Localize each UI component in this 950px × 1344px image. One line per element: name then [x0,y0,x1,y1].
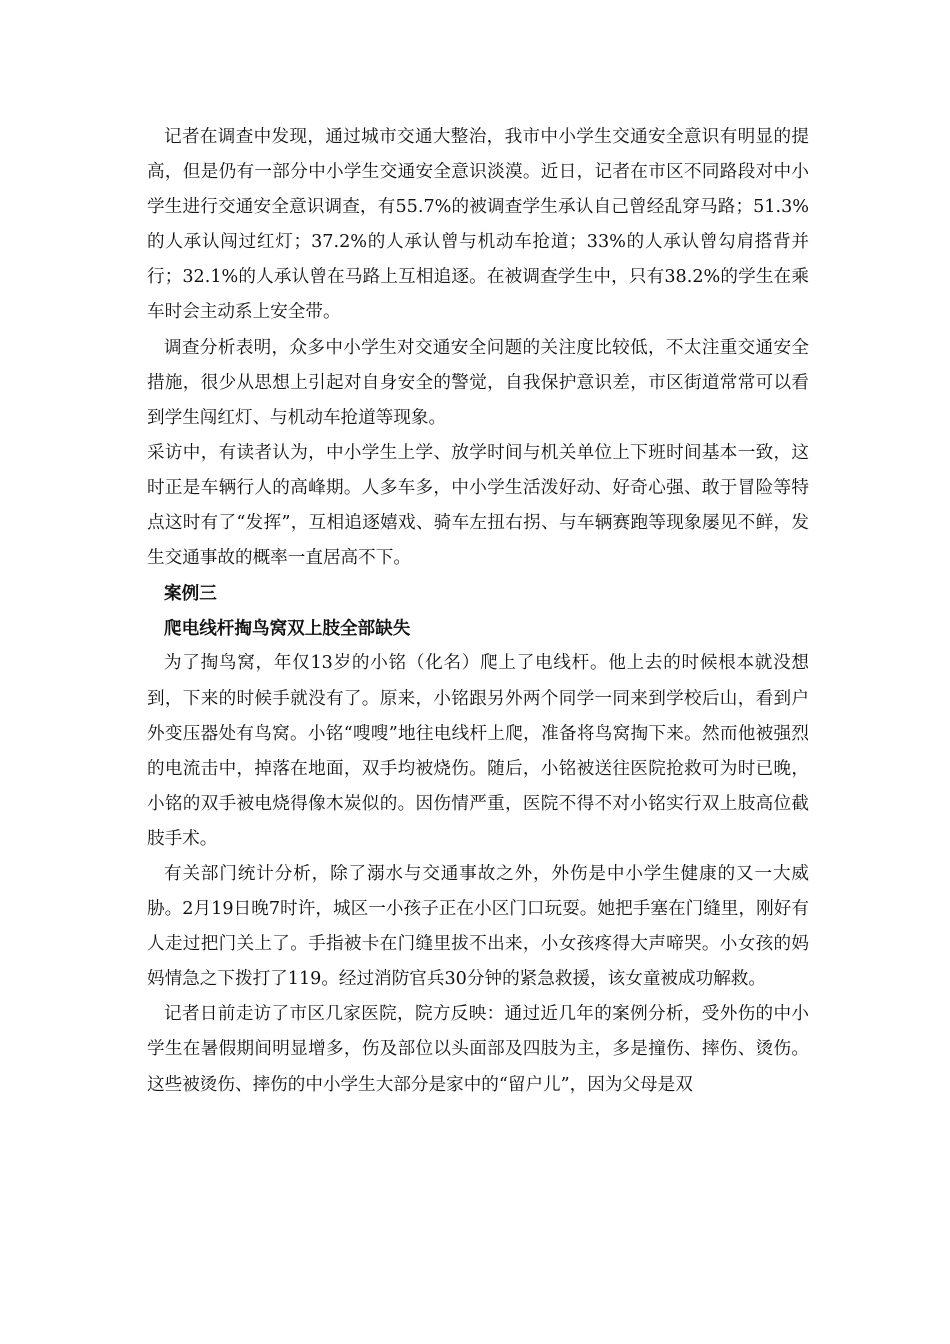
paragraph-survey-findings: 记者在调查中发现，通过城市交通大整治，我市中小学生交通安全意识有明显的提高，但是仍有一部分中小学生交通安全意识淡漠。近日，记者在市区不同路段对中小学生进行交通安全意识调查，有55.7%的被调查学生承认自己曾经乱穿马路；51.3%的人承认闯过红灯；37.2%的人承认曾与机动车抢道；33%的人承认曾勾肩搭背并行；32.1%的人承认曾在马路上互相追逐。在被调查学生中，只有38.2%的学生在乘车时会主动系上安全带。 [147,127,809,323]
paragraph-hospital-report: 记者日前走访了市区几家医院，院方反映：通过近几年的案例分析，受外伤的中小学生在暑假期间明显增多，伤及部位以头面部及四肢为主，多是撞伤、摔伤、烫伤。这些被烫伤、摔伤的中小学生大部分是家中的“留户儿”，因为父母是双 [147,1004,809,1095]
paragraph-reader-opinion: 采访中，有读者认为，中小学生上学、放学时间与机关单位上下班时间基本一致，这时正是车辆行人的高峰期。人多车多，中小学生活泼好动、好奇心强、敢于冒险等特点这时有了“发挥”，互相追逐嬉戏、骑车左扭右拐、与车辆赛跑等现象屡见不鲜，发生交通事故的概率一直居高不下。 [147,442,809,569]
case-three-heading: 案例三 [164,583,217,605]
paragraph-case-three-story: 为了掏鸟窝，年仅13岁的小铭（化名）爬上了电线杆。他上去的时候根本就没想到，下来的时候手就没有了。原来，小铭跟另外两个同学一同来到学校后山，看到户外变压器处有鸟窝。小铭“嗖嗖”地往电线杆上爬，准备将鸟窝掏下来。然而他被强烈的电流击中，掉落在地面，双手均被烧伤。随后，小铭被送往医院抢救可为时已晚，小铭的双手被电烧得像木炭似的。因伤情严重，医院不得不对小铭实行双上肢高位截肢手术。 [147,653,809,849]
paragraph-injury-statistics: 有关部门统计分析，除了溺水与交通事故之外，外伤是中小学生健康的又一大威胁。2月19日晚7时许，城区一小孩子正在小区门口玩耍。她把手塞在门缝里，刚好有人走过把门关上了。手指被卡在门缝里拔不出来，小女孩疼得大声啼哭。小女孩的妈妈情急之下拨打了119。经过消防官兵30分钟的紧急救援，该女童被成功解救。 [147,863,809,990]
document-body [147,120,809,1103]
case-three-title: 爬电线杆掏鸟窝双上肢全部缺失 [164,618,411,640]
paragraph-survey-analysis: 调查分析表明，众多中小学生对交通安全问题的关注度比较低，不太注重交通安全措施，很少从思想上引起对自身安全的警觉，自我保护意识差，市区街道常常可以看到学生闯红灯、与机动车抢道等现象。 [147,337,809,428]
